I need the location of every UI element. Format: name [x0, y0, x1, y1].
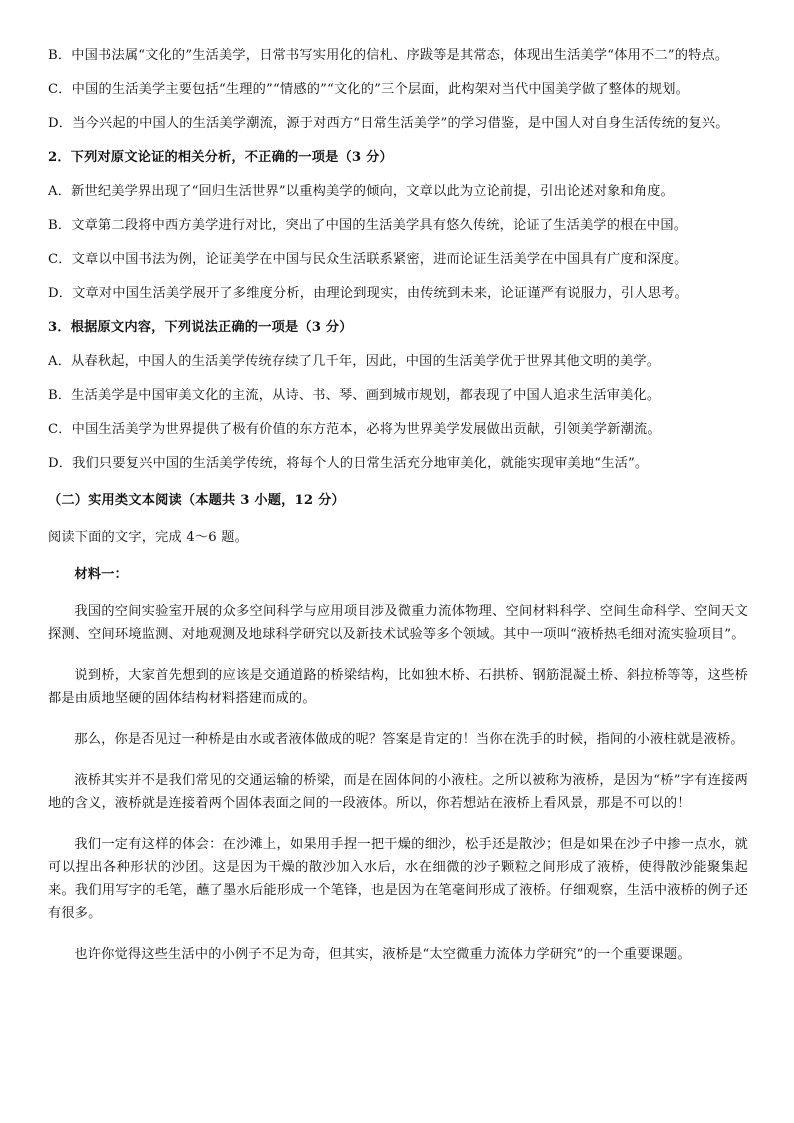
q3-stem: 3．根据原文内容，下列说法正确的一项是（3 分） — [48, 320, 353, 335]
q2-option-d: D．文章对中国生活美学展开了多维度分析，由理论到现实，由传统到未来，论证谨严有说服力，引人思考。 — [48, 286, 688, 301]
section-title: （二）实用类文本阅读（本题共 3 小题，12 分） — [48, 493, 345, 508]
q2-option-c: C．文章以中国书法为例，论证美学在中国与民众生活联系紧密，进而论证生活美学在中国具有广度和深度。 — [48, 252, 688, 267]
material-paragraph-5: 我们一定有这样的体会：在沙滩上，如果用手捏一把干燥的细沙，松手还是散沙；但是如果在沙子中掺一点水，就可以捏出各种形状的沙团。这是因为干燥的散沙加入水后，水在细微的沙子颗粒之间形成了液桥，使得散沙能聚集起来。我们用写字的毛笔，蘸了墨水后能形成一个笔锋，也是因为在笔毫间形成了液桥。仔细观察，生活中液桥的例子还有很多。 — [48, 837, 748, 921]
q2-stem: 2．下列对原文论证的相关分析，不正确的一项是（3 分） — [48, 150, 393, 165]
q1-option-c: C．中国的生活美学主要包括“生理的”“情感的”“文化的”三个层面，此构架对当代中国美学做了整体的规划。 — [48, 82, 689, 97]
q3-option-b: B．生活美学是中国审美文化的主流，从诗、书、琴、画到城市规划，都表现了中国人追求生活审美化。 — [48, 388, 661, 403]
material-label: 材料一： — [74, 567, 128, 582]
q3-option-c: C．中国生活美学为世界提供了极有价值的东方范本，必将为世界美学发展做出贡献，引领美学新潮流。 — [48, 422, 661, 437]
material-paragraph-1: 我国的空间实验室开展的众多空间科学与应用项目涉及微重力流体物理、空间材料科学、空间生命科学、空间天文探测、空间环境监测、对地观测及地球科学研究以及新技术试验等多个领域。其中一项叫“液桥热毛细对流实验项目”。 — [48, 604, 748, 642]
q1-option-b: B．中国书法属“文化的”生活美学，日常书写实用化的信札、序跋等是其常态，体现出生活美学“体用不二”的特点。 — [48, 48, 729, 63]
q3-option-d: D．我们只要复兴中国的生活美学传统，将每个人的日常生活充分地审美化，就能实现审美地“生活”。 — [48, 456, 649, 471]
exam-page — [48, 44, 748, 966]
q3-option-a: A．从春秋起，中国人的生活美学传统存续了几千年，因此，中国的生活美学优于世界其他文明的美学。 — [48, 354, 661, 369]
q2-option-a: A．新世纪美学界出现了“回归生活世界”以重构美学的倾向，文章以此为立论前提，引出论述对象和角度。 — [48, 184, 675, 199]
material-paragraph-2: 说到桥，大家首先想到的应该是交通道路的桥梁结构，比如独木桥、石拱桥、钢筋混凝土桥、斜拉桥等等，这些桥都是由质地坚硬的固体结构材料搭建而成的。 — [48, 668, 748, 706]
material-paragraph-6: 也许你觉得这些生活中的小例子不足为奇，但其实，液桥是“太空微重力流体力学研究”的一个重要课题。 — [74, 947, 691, 962]
material-paragraph-4: 液桥其实并不是我们常见的交通运输的桥梁，而是在固体间的小液柱。之所以被称为液桥，是因为“桥”字有连接两地的含义，液桥就是连接着两个固体表面之间的一段液体。所以，你若想站在液桥上看风景，那是不可以的！ — [48, 773, 748, 811]
instruction: 阅读下面的文字，完成 4～6 题。 — [48, 530, 249, 545]
material-paragraph-3: 那么，你是否见过一种桥是由水或者液体做成的呢？答案是肯定的！当你在洗手的时候，指间的小液柱就是液桥。 — [74, 732, 744, 747]
q2-option-b: B．文章第二段将中西方美学进行对比，突出了中国的生活美学具有悠久传统，论证了生活美学的根在中国。 — [48, 218, 688, 233]
q1-option-d: D．当今兴起的中国人的生活美学潮流，源于对西方“日常生活美学”的学习借鉴，是中国人对自身生活传统的复兴。 — [48, 116, 729, 131]
